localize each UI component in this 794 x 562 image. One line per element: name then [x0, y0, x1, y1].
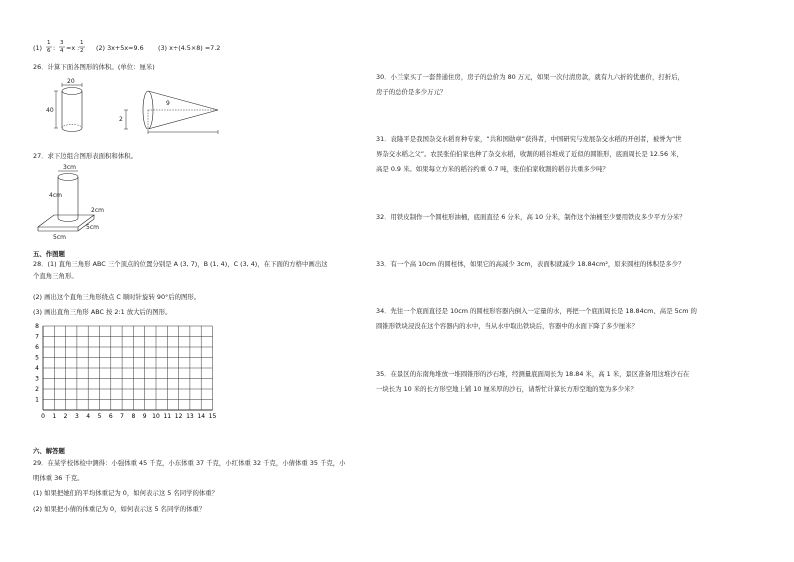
grid-x-label: 13 [186, 413, 194, 420]
grid-x-label: 5 [97, 413, 102, 420]
q27-figure [38, 163, 128, 243]
grid-y-label: 3 [35, 375, 39, 383]
grid-x-label: 10 [152, 413, 160, 420]
q25-item-2: (2) 3x+5x=9.6 [96, 44, 144, 52]
q30-line-1: 30．小兰家买了一套普通住房，房子的总价为 80 万元，如果一次付清房款，就有九六折的优惠价，打折后， [376, 73, 684, 81]
q26-prompt: 26．计算下面各图形的体积。(单位：厘米) [33, 63, 155, 71]
ratio-mid: =x : [66, 44, 80, 52]
cone-radius-label: 2 [119, 116, 123, 123]
q34-line-1: 34．先往一个底面直径是 10cm 的圆柱形容器内倒入一定量的水，再把一个底面周长是 18.84cm、高是 5cm 的 [376, 307, 697, 315]
combined-solid [38, 171, 94, 231]
grid-x-label: 2 [63, 413, 68, 420]
grid-y-label: 4 [35, 365, 39, 372]
grid-labels [35, 323, 216, 420]
fraction-bars [46, 46, 96, 48]
fraction-1-den: 6 [47, 48, 51, 54]
q26-figures [38, 80, 238, 136]
grid-y-label: 1 [35, 396, 39, 404]
q30-line-2: 房子的总价是多少万元？ [376, 88, 447, 96]
fraction-2-den: 4 [60, 48, 64, 54]
grid-x-label: 15 [208, 413, 217, 420]
fraction-3-den: 2 [80, 48, 84, 54]
q28-line-2: 个直角三角形。 [33, 272, 78, 280]
section-5-heading: 五、作图题 [33, 250, 65, 258]
grid-x-label: 1 [52, 413, 57, 420]
q31-line-1: 31．袁隆平是我国杂交水稻育种专家，“共和国勋章”获得者，中国研究与发展杂交水稻的开创者，被誉为“世 [376, 135, 682, 143]
q32-text: 32．用铁皮制作一个圆柱形油桶，底面直径 6 分米，高 10 分米，制作这个油桶至少要用铁皮多少平方分米？ [376, 213, 686, 221]
cylinder-figure [54, 83, 82, 132]
grid-x-label: 11 [163, 413, 172, 420]
q28-line-1: 28．(1) 直角三角形 ABC 三个顶点的位置分别是 A (3, 7)，B (1, 4)，C (3, 4)，在下面的方格中画出这 [33, 260, 328, 268]
q28-part-2: (2) 画出这个直角三角形绕点 C 顺时针旋转 90°后的图形。 [33, 293, 201, 301]
q27-bottom-label: 5cm [53, 234, 66, 241]
coordinate-grid [34, 322, 234, 422]
grid-y-label: 5 [35, 354, 39, 362]
q33-text: 33．有一个高 10cm 的圆柱体，如果它的高减少 3cm，表面积就减少 18.84cm²，原来圆柱的体积是多少？ [376, 260, 685, 268]
q34-line-2: 圆锥形铁块浸没在这个容器内的水中，当从水中取出铁块后，容器中的水面下降了多少厘米？ [376, 322, 639, 330]
grid-x-label: 4 [86, 413, 91, 420]
q27-side-label: 2cm [91, 207, 104, 214]
grid-x-label: 12 [174, 413, 183, 420]
grid-y-label: 6 [35, 344, 39, 351]
cone-figure [124, 91, 218, 134]
q29-part-2: (2) 如果把小倩的体重记为 0，如何表示这 5 名同学的体重？ [33, 505, 206, 513]
cylinder-height-label: 40 [46, 107, 54, 114]
section-6-heading: 六、解答题 [33, 447, 65, 455]
cone-length-label: 9 [166, 100, 170, 107]
fraction-2-num: 3 [60, 40, 64, 46]
cylinder-top-label: 20 [67, 78, 75, 85]
q27-height-label: 4cm [49, 192, 62, 199]
grid-x-label: 3 [74, 413, 79, 420]
q31-line-3: 高是 0.9 米。如果每立方米的稻谷约重 0.7 吨，张伯伯家收割的稻谷共重多少吨？ [376, 165, 609, 173]
q25-item-3: (3) x÷(4.5×8) =7.2 [158, 44, 221, 52]
q31-line-2: 界杂交水稻之父”。农民张伯伯家也种了杂交水稻，收割的稻谷堆成了近似的圆锥形，底面周长是 12.56 米， [376, 150, 683, 158]
ratio-colon: : [53, 44, 56, 52]
grid-x-label: 7 [120, 413, 125, 420]
q29-part-1: (1) 如果把她们的平均体重记为 0，如何表示这 5 名同学的体重？ [33, 489, 219, 497]
q35-line-2: 一块长为 10 米的长方形空地上铺 10 厘米厚的沙石，请帮忙计算长方形空地的宽为多少米？ [376, 385, 637, 393]
q27-right-label: 5cm [86, 224, 99, 231]
fraction-1-num: 1 [47, 40, 51, 46]
grid-x-label: 14 [197, 413, 206, 420]
q35-line-1: 35．在景区的东南角堆放一堆圆锥形的沙石堆，经测量底面周长为 18.84 米，高 1 米，景区准备用这堆沙石在 [376, 370, 690, 378]
q29-line-1: 29．在某学校体检中测得：小强体重 45 千克，小东体重 37 千克，小红体重 32 千克，小倩体重 35 千克，小 [33, 459, 346, 467]
q28-part-3: (3) 画出直角三角形 ABC 按 2:1 放大后的图形。 [33, 308, 172, 316]
grid-x-label: 6 [108, 413, 113, 420]
grid-x-label: 0 [41, 413, 45, 420]
grid-lines [43, 326, 213, 410]
q27-prompt: 27．求下边组合图形表面积和体积。 [33, 152, 137, 160]
grid-y-label: 8 [35, 323, 39, 330]
grid-x-label: 9 [142, 413, 147, 420]
q29-line-2: 明体重 36 千克。 [33, 474, 84, 482]
grid-y-label: 2 [35, 386, 39, 393]
q25-label-1: (1) [33, 44, 43, 52]
grid-x-label: 8 [131, 413, 136, 420]
fraction-3-num: 1 [80, 40, 84, 46]
q27-top-label: 3cm [63, 164, 76, 171]
grid-y-label: 7 [35, 333, 39, 341]
